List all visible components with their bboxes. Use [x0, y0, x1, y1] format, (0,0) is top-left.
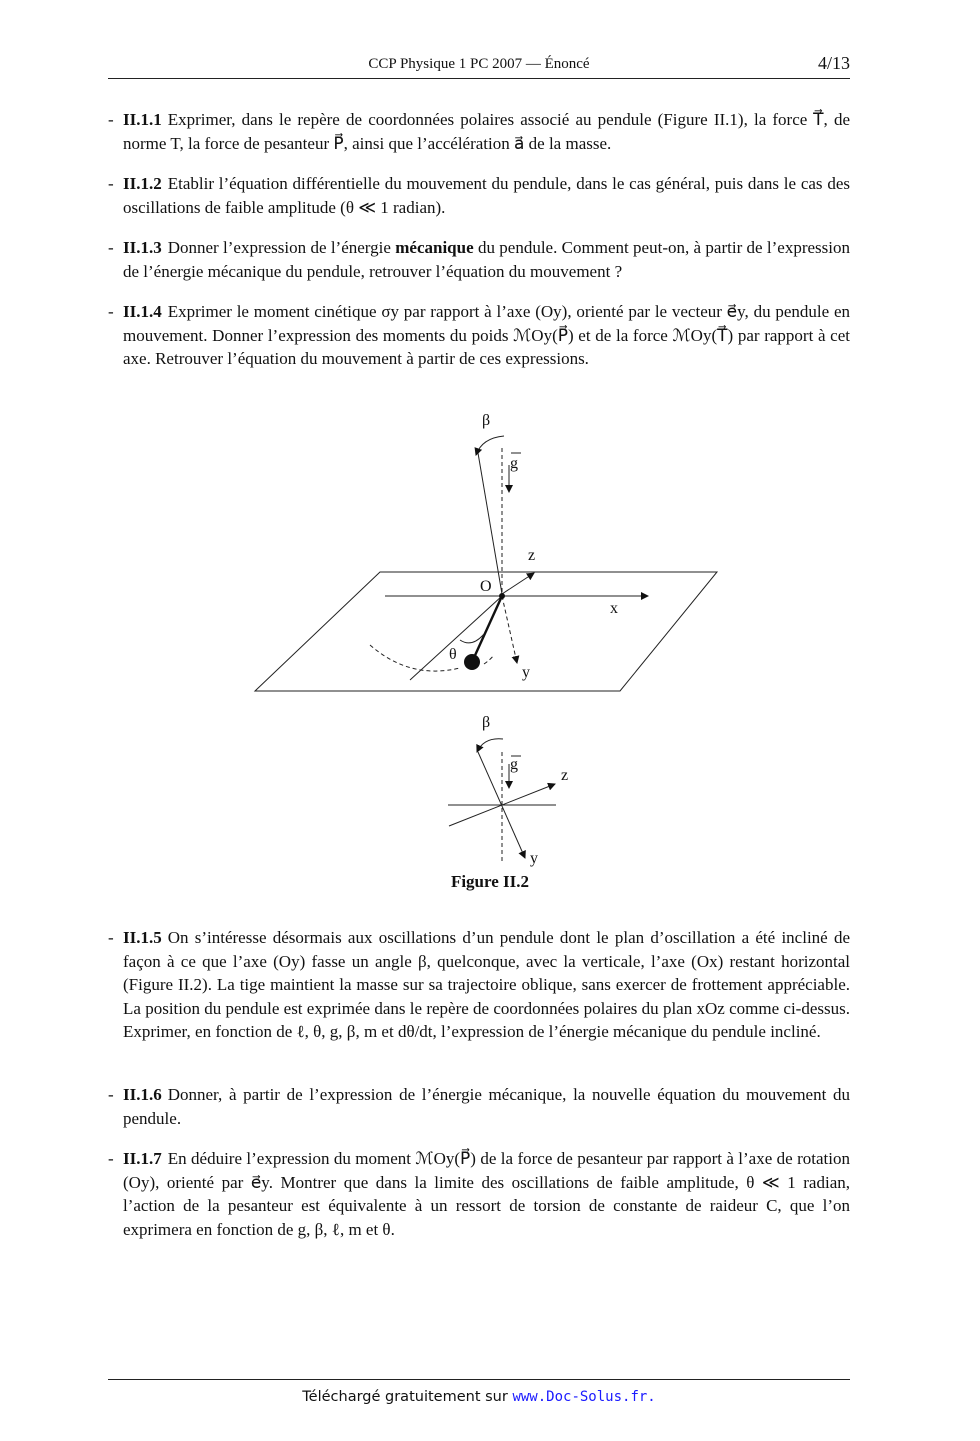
tilted-axis-line — [478, 453, 502, 594]
label-beta-top: β — [482, 412, 491, 429]
question-text: Donner, à partir de l’expression de l’énergie mécanique, la nouvelle équation du mouvement du pendule. — [123, 1085, 850, 1128]
beta-arc-bottom — [477, 739, 503, 752]
footer-link[interactable]: www.Doc-Solus.fr — [512, 1389, 648, 1405]
question-II-1-2: - II.1.2 Etablir l’équation différentielle du mouvement du pendule, dans le cas général, puis dans le cas des oscillations de faible amplitude (θ ≪ 1 radian). — [108, 174, 850, 217]
page-number: 4/13 — [817, 53, 850, 73]
footer-suffix: . — [647, 1389, 656, 1405]
question-number: II.1.4 — [123, 302, 162, 321]
question-text-bold: mécanique — [395, 238, 474, 257]
question-number: II.1.3 — [123, 238, 162, 257]
question-II-1-7: - II.1.7 En déduire l’expression du moment ℳOy(P⃗) de la force de pesanteur par rapport à l’axe de rotation (Oy), orienté par e⃗y. Montrer que dans la limite des oscillations de faible amplitude, θ ≪ 1 radian, l’action de la pesanteur est équivalente à un ressort de torsion de constante de raideur C, que l’on exprimera en fonction de g, β, ℓ, m et θ. — [108, 1149, 850, 1239]
question-number: II.1.6 — [123, 1085, 162, 1104]
figure-II-2 — [240, 400, 740, 870]
question-text: On s’intéresse désormais aux oscillations d’un pendule dont le plan d’oscillation a été incliné de façon à ce que l’axe (Oy) fasse un angle β, quelconque, avec la verticale, l’axe (Ox) restant horizontal (Figure II.2). La tige maintient la masse sur sa trajectoire oblique, sans exercer de frottement appréciable. La position du pendule est exprimée dans le repère de coordonnées polaires du plan xOz comme ci-dessus. Exprimer, en fonction de ℓ, θ, g, β, m et dθ/dt, l’expression de l’énergie mécanique du pendule incliné. — [123, 928, 850, 1041]
label-g-bottom: g — [510, 756, 518, 773]
question-II-1-4: - II.1.4 Exprimer le moment cinétique σy par rapport à l’axe (Oy), orienté par le vecteur e⃗y, du pendule en mouvement. Donner l’expression des moments du poids ℳOy(P⃗) et de la force ℳOy(T⃗) par rapport à cet axe. Retrouver l’équation du mouvement à partir de ces expressions. — [108, 302, 850, 368]
plane-diagonal-line — [410, 596, 502, 680]
label-x: x — [610, 600, 618, 617]
figure-caption: Figure II.2 — [450, 872, 530, 891]
label-z-top: z — [528, 547, 536, 564]
page-footer — [108, 1379, 850, 1405]
page-header — [108, 52, 850, 79]
question-II-1-5: - II.1.5 On s’intéresse désormais aux oscillations d’un pendule dont le plan d’oscillation a été incliné de façon à ce que l’axe (Oy) fasse un angle β, quelconque, avec la verticale, l’axe (Ox) restant horizontal (Figure II.2). La tige maintient la masse sur sa trajectoire oblique, sans exercer de frottement appréciable. La position du pendule est exprimée dans le repère de coordonnées polaires du plan xOz comme ci-dessus. Exprimer, en fonction de ℓ, θ, g, β, m et dθ/dt, l’expression de l’énergie mécanique du pendule incliné. — [108, 928, 850, 1041]
y-axis-arrow-top — [502, 596, 517, 663]
label-y-top: y — [522, 664, 530, 681]
question-II-1-1: - II.1.1 Exprimer, dans le repère de coordonnées polaires associé au pendule (Figure II.1), la force T⃗, de norme T, la force de pesanteur P⃗, ainsi que l’accélération a⃗ de la masse. — [108, 110, 850, 153]
question-II-1-3: - II.1.3 Donner l’expression de l’énergie mécanique du pendule. Comment peut-on, à partir de l’expression de l’énergie mécanique du pendule, retrouver l’équation du mouvement ? — [108, 238, 851, 281]
question-II-1-6: - II.1.6 Donner, à partir de l’expression de l’énergie mécanique, la nouvelle équation du mouvement du pendule. — [108, 1085, 850, 1128]
footer-prefix: Téléchargé gratuitement sur — [302, 1389, 508, 1405]
label-g-top: g — [510, 455, 518, 472]
question-text-before: Donner l’expression de l’énergie — [167, 238, 391, 257]
question-text: Exprimer, dans le repère de coordonnées polaires associé au pendule (Figure II.1), la force T⃗, de norme T, la force de pesanteur P⃗, ainsi que l’accélération a⃗ de la masse. — [123, 110, 850, 153]
question-text: Exprimer le moment cinétique σy par rapport à l’axe (Oy), orienté par le vecteur e⃗y, du pendule en mouvement. Donner l’expression des moments du poids ℳOy(P⃗) et de la force ℳOy(T⃗) par rapport à cet axe. Retrouver l’équation du mouvement à partir de ces expressions. — [123, 302, 850, 368]
label-origin: O — [480, 578, 492, 595]
pendulum-diagram — [240, 400, 740, 870]
pendulum-mass — [464, 654, 480, 670]
z-axis-arrow — [502, 573, 534, 594]
beta-arc-top — [476, 436, 504, 455]
question-number: II.1.2 — [123, 174, 162, 193]
question-text: Etablir l’équation différentielle du mouvement du pendule, dans le cas général, puis dans le cas des oscillations de faible amplitude (θ ≪ 1 radian). — [123, 174, 850, 217]
question-text: En déduire l’expression du moment ℳOy(P⃗) de la force de pesanteur par rapport à l’axe de rotation (Oy), orienté par e⃗y. Montrer que dans la limite des oscillations de faible amplitude, θ ≪ 1 radian, l’action de la pesanteur est équivalente à un ressort de torsion de constante de raideur C, que l’on exprimera en fonction de g, β, ℓ, m et θ. — [123, 1149, 850, 1239]
header-title: CCP Physique 1 PC 2007 — Énoncé — [368, 56, 590, 72]
label-z-bottom: z — [561, 767, 569, 784]
label-beta-bottom: β — [482, 714, 491, 731]
question-number: II.1.5 — [123, 928, 162, 947]
question-text-after: du pendule. Comment peut-on, à partir de l’expression de l’énergie mécanique du pendule, retrouver l’équation du mouvement ? — [123, 238, 851, 281]
question-number: II.1.1 — [123, 110, 162, 129]
pivot-point — [499, 593, 505, 599]
pendulum-rod — [472, 596, 502, 662]
label-theta: θ — [449, 646, 457, 663]
question-number: II.1.7 — [123, 1149, 162, 1168]
label-y-bottom: y — [530, 850, 538, 867]
